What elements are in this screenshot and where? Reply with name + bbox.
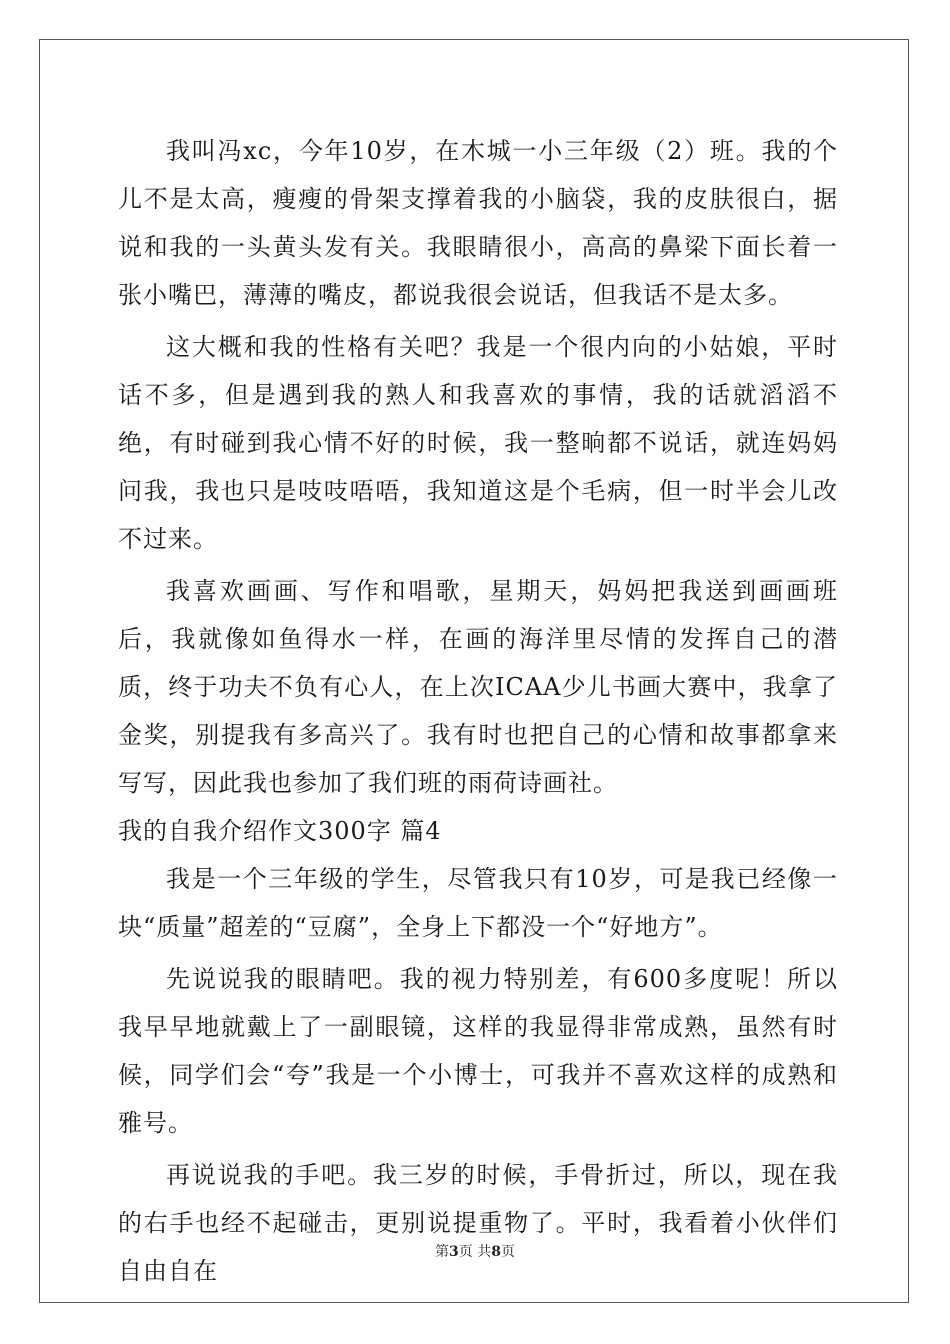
document-body (118, 127, 838, 1295)
total-page-number: 8 (491, 1244, 501, 1260)
footer-mid: 页 共 (458, 1244, 492, 1260)
paragraph: 我叫冯xc，今年10岁，在木城一小三年级（2）班。我的个儿不是太高，瘦瘦的骨架支撑着我的小脑袋，我的皮肤很白，据说和我的一头黄头发有关。我眼睛很小，高高的鼻梁下面长着一张小嘴巴，薄薄的嘴皮，都说我很会说话，但我话不是太多。 (118, 137, 838, 309)
section-heading: 我的自我介绍作文300字 篇4 (118, 817, 442, 845)
paragraph: 我喜欢画画、写作和唱歌，星期天，妈妈把我送到画画班后，我就像如鱼得水一样，在画的海洋里尽情的发挥自己的潜质，终于功夫不负有心人，在上次ICAA少儿书画大赛中，我拿了金奖，别提我有多高兴了。我有时也把自己的心情和故事都拿来写写，因此我也参加了我们班的雨荷诗画社。 (118, 577, 838, 797)
paragraph: 我是一个三年级的学生，尽管我只有10岁，可是我已经像一块“质量”超差的“豆腐”，全身上下都没一个“好地方”。 (118, 865, 838, 941)
current-page-number: 3 (449, 1244, 459, 1260)
page-footer (0, 1243, 950, 1261)
paragraph: 再说说我的手吧。我三岁的时候，手骨折过，所以，现在我的右手也经不起碰击，更别说提重物了。平时，我看着小伙伴们自由自在 (118, 1161, 838, 1285)
paragraph: 先说说我的眼睛吧。我的视力特别差，有600多度呢！所以我早早地就戴上了一副眼镜，这样的我显得非常成熟，虽然有时候，同学们会“夸”我是一个小博士，可我并不喜欢这样的成熟和雅号。 (118, 965, 838, 1137)
paragraph: 这大概和我的性格有关吧？我是一个很内向的小姑娘，平时话不多，但是遇到我的熟人和我喜欢的事情，我的话就滔滔不绝，有时碰到我心情不好的时候，我一整晌都不说话，就连妈妈问我，我也只是吱吱唔唔，我知道这是个毛病，但一时半会儿改不过来。 (118, 333, 838, 553)
footer-prefix: 第 (435, 1244, 450, 1260)
footer-suffix: 页 (500, 1244, 515, 1260)
